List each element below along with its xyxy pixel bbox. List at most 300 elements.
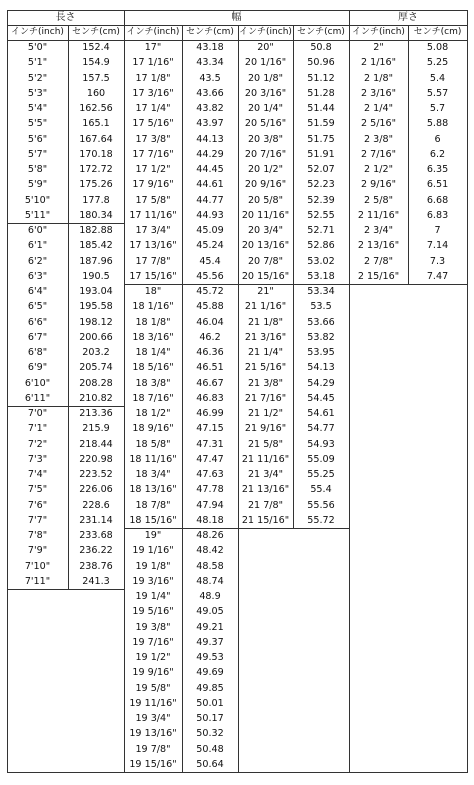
inch-value-cell: 19 1/2" [135,652,171,663]
section-bottom-border [7,589,125,590]
column-header-cm: センチ(cm) [186,27,234,37]
cm-value-cell: 47.31 [196,438,224,450]
cm-value-cell: 238.76 [79,560,113,572]
inch-value-cell: 19 3/4" [135,713,171,724]
cm-value-cell: 50.8 [310,42,332,53]
cm-value-cell: 5.25 [426,57,449,69]
cm-value-cell: 44.45 [196,164,224,175]
inch-value-cell: 5'5" [27,118,48,130]
cm-value-cell: 51.75 [307,133,335,145]
inch-value-cell: 17 3/8" [135,133,171,145]
cm-value-cell: 175.26 [79,179,113,191]
cm-value-cell: 6.83 [426,209,449,221]
inch-value-cell: 6'8" [27,347,48,358]
inch-value-cell: 17 7/16" [132,148,174,160]
cm-value-cell: 51.91 [307,148,335,160]
cm-value-cell: 44.77 [196,194,224,206]
inch-value-cell: 2 5/16" [360,118,397,130]
inch-value-cell: 7'7" [27,514,48,526]
cm-value-cell: 200.66 [79,331,113,343]
cm-value-cell: 46.67 [196,377,224,389]
column-header-inch: インチ(inch) [239,27,292,37]
inch-value-cell: 21 7/16" [244,392,287,404]
inch-value-cell: 18 5/8" [135,438,171,450]
cm-value-cell: 170.18 [79,148,113,160]
inch-value-cell: 18 1/2" [135,408,171,419]
inch-value-cell: 18 5/16" [132,362,174,374]
inch-value-cell: 18 1/8" [135,316,171,328]
inch-value-cell: 17 5/16" [132,118,174,130]
inch-value-cell: 7'2" [27,438,48,450]
inch-value-cell: 19 7/8" [135,743,171,755]
frame-vline [7,40,8,772]
cm-value-cell: 49.05 [196,606,224,618]
inch-value-cell: 19 15/16" [129,758,177,770]
inch-value-cell: 2 1/8" [363,72,393,84]
cm-value-cell: 49.85 [196,682,224,694]
inch-value-cell: 18 3/8" [135,377,171,389]
frame-vline [349,40,350,772]
inch-value-cell: 18 15/16" [129,514,177,526]
cm-value-cell: 45.56 [196,270,224,282]
inch-value-cell: 17 15/16" [129,270,177,282]
cm-value-cell: 52.39 [307,194,335,206]
inch-value-cell: 17 3/16" [132,87,174,99]
inch-value-cell: 19 9/16" [132,667,174,679]
cm-value-cell: 53.18 [307,270,335,282]
cm-value-cell: 48.74 [196,575,224,587]
frame-vline [238,40,239,772]
cm-value-cell: 46.99 [196,408,224,419]
inch-value-cell: 17 7/8" [135,255,171,267]
cm-value-cell: 44.93 [196,209,224,221]
cm-value-cell: 220.98 [79,453,113,465]
frame-vline [467,40,468,772]
inch-value-cell: 19 1/16" [132,545,174,557]
cm-value-cell: 43.34 [196,57,224,69]
inch-value-cell: 21 5/8" [247,438,284,450]
cm-value-cell: 50.01 [196,697,224,709]
cm-value-cell: 5.4 [429,72,446,84]
cm-value-cell: 187.96 [79,255,113,267]
cm-value-cell: 6.2 [429,148,446,160]
cm-value-cell: 55.56 [307,499,335,511]
cm-value-cell: 49.53 [196,652,224,663]
cm-value-cell: 53.34 [307,286,335,297]
inch-value-cell: 2 9/16" [360,179,397,191]
group-title-width: 幅 [231,12,242,23]
cm-value-cell: 43.18 [196,42,224,53]
cm-value-cell: 53.82 [307,331,335,343]
cm-value-cell: 51.44 [307,103,335,114]
inch-value-cell: 20 9/16" [244,179,287,191]
inch-value-cell: 5'2" [27,72,48,84]
inch-value-cell: 2 3/16" [360,87,397,99]
cm-value-cell: 160 [86,87,106,99]
cm-value-cell: 7.14 [426,240,449,252]
inch-value-cell: 2" [373,42,384,53]
inch-value-cell: 6'1" [27,240,48,252]
inch-value-cell: 2 15/16" [357,270,400,282]
cm-value-cell: 48.18 [196,514,224,526]
inch-value-cell: 17 13/16" [129,240,177,252]
inch-value-cell: 2 7/8" [363,255,393,267]
inch-value-cell: 7'9" [27,545,48,557]
cm-value-cell: 193.04 [79,286,113,297]
inch-value-cell: 20 15/16" [241,270,290,282]
cm-value-cell: 47.15 [196,423,224,435]
inch-value-cell: 6'11" [24,392,51,404]
inch-value-cell: 20 13/16" [241,240,290,252]
inch-value-cell: 21 15/16" [241,514,290,526]
section-vline [408,40,409,284]
section-vline [68,406,69,589]
cm-value-cell: 46.83 [196,392,224,404]
inch-value-cell: 20 3/16" [244,87,287,99]
inch-value-cell: 21 1/16" [244,301,287,313]
cm-value-cell: 226.06 [79,484,113,496]
inch-value-cell: 2 11/16" [357,209,400,221]
inch-value-cell: 20 5/8" [247,194,284,206]
inch-value-cell: 17 1/8" [135,72,171,84]
cm-value-cell: 46.51 [196,362,224,374]
group-title-length: 長さ [55,12,76,23]
cm-value-cell: 6.35 [426,164,449,175]
inch-value-cell: 2 13/16" [357,240,400,252]
cm-value-cell: 182.88 [79,225,113,236]
inch-value-cell: 18 1/4" [135,347,171,358]
frame-vline [124,40,125,772]
header-vline [293,25,294,40]
column-header-inch: インチ(inch) [11,27,64,37]
inch-value-cell: 19 5/8" [135,682,171,694]
section-vline [182,528,183,772]
cm-value-cell: 54.93 [307,438,335,450]
cm-value-cell: 45.88 [196,301,224,313]
header-vline [467,25,468,40]
cm-value-cell: 5.88 [426,118,449,130]
inch-value-cell: 20 1/16" [244,57,287,69]
inch-value-cell: 20 7/16" [244,148,287,160]
cm-value-cell: 177.8 [82,194,110,206]
cm-value-cell: 43.82 [196,103,224,114]
inch-value-cell: 7'4" [27,469,48,480]
inch-value-cell: 2 3/8" [363,133,393,145]
cm-value-cell: 44.13 [196,133,224,145]
inch-value-cell: 21 13/16" [241,484,290,496]
inch-value-cell: 17 1/16" [132,57,174,69]
inch-value-cell: 7'10" [24,560,51,572]
cm-value-cell: 195.58 [79,301,113,313]
section-bottom-border [349,284,468,285]
cm-value-cell: 46.04 [196,316,224,328]
header-divider [7,25,467,26]
section-vline [293,284,294,528]
header-vline [68,25,69,40]
inch-value-cell: 20 1/2" [247,164,284,175]
inch-value-cell: 19 3/16" [132,575,174,587]
cm-value-cell: 51.12 [307,72,335,84]
inch-value-cell: 6'5" [27,301,48,313]
cm-value-cell: 45.09 [196,225,224,236]
cm-value-cell: 50.48 [196,743,224,755]
cm-value-cell: 180.34 [79,209,113,221]
inch-value-cell: 5'10" [24,194,51,206]
inch-value-cell: 2 1/4" [363,103,393,114]
inch-value-cell: 7'6" [27,499,48,511]
cm-value-cell: 233.68 [79,530,113,541]
cm-value-cell: 46.36 [196,347,224,358]
cm-value-cell: 46.2 [199,331,221,343]
column-header-cm: センチ(cm) [297,27,345,37]
cm-value-cell: 172.72 [79,164,113,175]
cm-value-cell: 6.68 [426,194,449,206]
cm-value-cell: 223.52 [79,469,113,480]
column-header-cm: センチ(cm) [413,27,462,37]
inch-value-cell: 6'2" [27,255,48,267]
cm-value-cell: 198.12 [79,316,113,328]
cm-value-cell: 48.42 [196,545,224,557]
header-vline [467,10,468,25]
inch-value-cell: 18 9/16" [132,423,174,435]
cm-value-cell: 185.42 [79,240,113,252]
cm-value-cell: 50.96 [307,57,335,69]
cm-value-cell: 47.78 [196,484,224,496]
inch-value-cell: 5'0" [27,42,48,53]
table-bottom-border [7,772,468,773]
inch-value-cell: 20 5/16" [244,118,287,130]
cm-value-cell: 43.5 [199,72,221,84]
header-vline [408,25,409,40]
header-vline [238,25,239,40]
inch-value-cell: 20" [257,42,274,53]
inch-value-cell: 7'1" [27,423,48,435]
inch-value-cell: 6'4" [27,286,48,297]
inch-value-cell: 5'3" [27,87,48,99]
cm-value-cell: 54.13 [307,362,335,374]
inch-value-cell: 5'9" [27,179,48,191]
inch-value-cell: 7'0" [27,408,48,419]
cm-value-cell: 157.5 [82,72,110,84]
inch-value-cell: 18 11/16" [129,453,177,465]
cm-value-cell: 52.07 [307,164,335,175]
cm-value-cell: 5.08 [426,42,449,53]
inch-value-cell: 17 1/4" [135,103,171,114]
inch-value-cell: 20 3/8" [247,133,284,145]
inch-value-cell: 21 5/16" [244,362,287,374]
cm-value-cell: 5.7 [429,103,446,114]
cm-value-cell: 210.82 [79,392,113,404]
cm-value-cell: 48.9 [199,591,221,602]
inch-value-cell: 6'10" [24,377,51,389]
inch-value-cell: 5'4" [27,103,48,114]
inch-value-cell: 19 11/16" [129,697,177,709]
inch-value-cell: 20 7/8" [247,255,284,267]
inch-value-cell: 2 5/8" [363,194,393,206]
inch-value-cell: 17 3/4" [135,225,171,236]
cm-value-cell: 45.72 [196,286,224,297]
cm-value-cell: 47.47 [196,453,224,465]
inch-value-cell: 17 11/16" [129,209,177,221]
inch-value-cell: 5'7" [27,148,48,160]
header-vline [182,25,183,40]
section-vline [182,40,183,284]
inch-value-cell: 2 3/4" [363,225,393,236]
inch-value-cell: 20 1/8" [247,72,284,84]
section-vline [68,40,69,223]
cm-value-cell: 43.97 [196,118,224,130]
cm-value-cell: 53.5 [310,301,332,313]
cm-value-cell: 208.28 [79,377,113,389]
inch-value-cell: 21 9/16" [244,423,287,435]
cm-value-cell: 5.57 [426,87,449,99]
inch-value-cell: 6'6" [27,316,48,328]
inch-value-cell: 6'7" [27,331,48,343]
header-vline [7,25,8,40]
header-vline [124,10,125,25]
cm-value-cell: 53.66 [307,316,335,328]
inch-value-cell: 19 13/16" [129,728,177,740]
inch-value-cell: 21" [257,286,274,297]
inch-value-cell: 19 1/4" [135,591,171,602]
column-header-inch: インチ(inch) [352,27,405,37]
inch-value-cell: 6'0" [27,225,48,236]
cm-value-cell: 51.59 [307,118,335,130]
inch-value-cell: 17 5/8" [135,194,171,206]
cm-value-cell: 47.94 [196,499,224,511]
inch-value-cell: 5'11" [24,209,51,221]
inch-value-cell: 21 1/2" [247,408,284,419]
inch-value-cell: 18 7/16" [132,392,174,404]
cm-value-cell: 55.25 [307,469,335,480]
inch-value-cell: 18" [144,286,162,297]
cm-value-cell: 228.6 [82,499,110,511]
cm-value-cell: 54.61 [307,408,335,419]
cm-value-cell: 52.23 [307,179,335,191]
column-header-inch: インチ(inch) [126,27,180,37]
inch-value-cell: 5'6" [27,133,48,145]
inch-value-cell: 21 1/8" [247,316,284,328]
inch-value-cell: 20 3/4" [247,225,284,236]
inch-value-cell: 21 1/4" [247,347,284,358]
section-vline [68,223,69,406]
cm-value-cell: 7 [434,225,441,236]
header-vline [349,10,350,25]
inch-value-cell: 20 11/16" [241,209,290,221]
cm-value-cell: 162.56 [79,103,113,114]
inch-value-cell: 21 3/8" [247,377,284,389]
cm-value-cell: 52.55 [307,209,335,221]
inch-value-cell: 17 9/16" [132,179,174,191]
cm-value-cell: 6 [434,133,441,145]
inch-value-cell: 21 3/16" [244,331,287,343]
inch-value-cell: 18 7/8" [135,499,171,511]
inch-value-cell: 17 1/2" [135,164,171,175]
inch-value-cell: 7'11" [24,575,51,587]
cm-value-cell: 48.26 [196,530,224,541]
cm-value-cell: 55.09 [307,453,335,465]
cm-value-cell: 50.17 [196,713,224,724]
group-title-thickness: 厚さ [398,12,418,23]
cm-value-cell: 50.32 [196,728,224,740]
cm-value-cell: 231.14 [79,514,113,526]
inch-value-cell: 7'5" [27,484,48,496]
header-vline [7,10,8,25]
cm-value-cell: 43.66 [196,87,224,99]
cm-value-cell: 50.64 [196,758,224,770]
cm-value-cell: 236.22 [79,545,113,557]
cm-value-cell: 167.64 [79,133,113,145]
cm-value-cell: 53.95 [307,347,335,358]
cm-value-cell: 52.71 [307,225,335,236]
inch-value-cell: 18 3/4" [135,469,171,480]
cm-value-cell: 6.51 [426,179,449,191]
inch-value-cell: 17" [144,42,162,53]
inch-value-cell: 7'8" [27,530,48,541]
cm-value-cell: 241.3 [82,575,110,587]
cm-value-cell: 152.4 [82,42,110,53]
cm-value-cell: 51.28 [307,87,335,99]
cm-value-cell: 165.1 [82,118,110,130]
inch-value-cell: 21 3/4" [247,469,284,480]
cm-value-cell: 49.69 [196,667,224,679]
header-vline [124,25,125,40]
inch-value-cell: 20 1/4" [247,103,284,114]
cm-value-cell: 55.4 [310,484,332,496]
table-top-border [7,10,467,11]
cm-value-cell: 54.29 [307,377,335,389]
inch-value-cell: 6'3" [27,270,48,282]
cm-value-cell: 215.9 [82,423,110,435]
cm-value-cell: 203.2 [82,347,110,358]
cm-value-cell: 54.77 [307,423,335,435]
inch-value-cell: 21 11/16" [241,453,290,465]
cm-value-cell: 53.02 [307,255,335,267]
inch-value-cell: 19" [144,530,162,541]
cm-value-cell: 49.21 [196,621,224,633]
inch-value-cell: 18 1/16" [132,301,174,313]
cm-value-cell: 7.47 [426,270,449,282]
cm-value-cell: 213.36 [79,408,113,419]
cm-value-cell: 190.5 [82,270,110,282]
section-bottom-border [238,528,350,529]
inch-value-cell: 2 7/16" [360,148,397,160]
header-vline [349,25,350,40]
cm-value-cell: 44.61 [196,179,224,191]
inch-value-cell: 19 1/8" [135,560,171,572]
cm-value-cell: 218.44 [79,438,113,450]
cm-value-cell: 205.74 [79,362,113,374]
cm-value-cell: 45.4 [199,255,221,267]
section-vline [182,284,183,528]
inch-value-cell: 18 13/16" [129,484,177,496]
inch-value-cell: 19 3/8" [135,621,171,633]
cm-value-cell: 154.9 [82,57,110,69]
cm-value-cell: 47.63 [196,469,224,480]
cm-value-cell: 7.3 [429,255,446,267]
cm-value-cell: 45.24 [196,240,224,252]
cm-value-cell: 54.45 [307,392,335,404]
column-header-cm: センチ(cm) [72,27,120,37]
cm-value-cell: 52.86 [307,240,335,252]
inch-value-cell: 2 1/2" [363,164,393,175]
cm-value-cell: 49.37 [196,636,224,648]
inch-value-cell: 2 1/16" [360,57,397,69]
inch-value-cell: 5'1" [27,57,48,69]
inch-value-cell: 7'3" [27,453,48,465]
inch-value-cell: 19 5/16" [132,606,174,618]
cm-value-cell: 55.72 [307,514,335,526]
